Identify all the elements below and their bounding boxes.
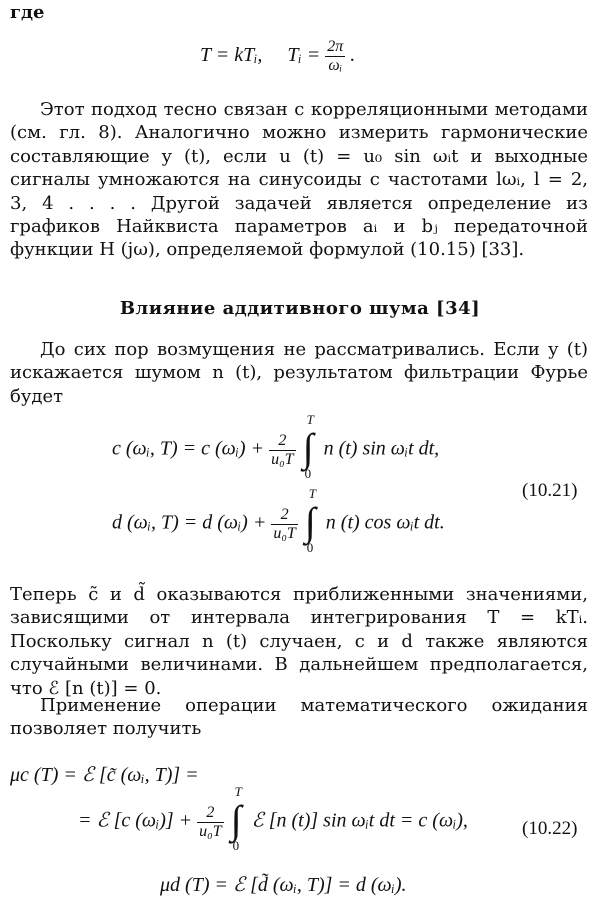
paragraph-4: Применение операции математического ожидания позволяет получить	[10, 695, 588, 740]
lead-word: где	[10, 2, 45, 23]
equation-c-lhs: c (ωᵢ, T) = c (ωᵢ) +	[112, 437, 265, 460]
equation-c-tilde	[112, 412, 440, 482]
integral-lower-limit: 0	[306, 540, 314, 555]
paragraph-3: Теперь c̃ и d̃ оказываются приближенными значениями, зависящими от интервала интегрирования T = kTᵢ. Поскольку сигнал n (t) случаен, c и d также являются случайными величинами. В дальнейшем предполагается, что ℰ [n (t)] = 0.	[10, 584, 588, 699]
integral-lower-limit: 0	[304, 466, 312, 481]
fraction-numerator: 2	[197, 804, 223, 823]
fraction-numerator: 2	[271, 506, 297, 525]
fraction-numerator: 2π	[327, 38, 344, 55]
equation-c-integrand: n (t) sin ωᵢt dt,	[323, 437, 440, 460]
equation-c-fraction	[269, 432, 295, 469]
section-heading: Влияние аддитивного шума [34]	[119, 298, 481, 319]
equation-mu-c-integrand: ℰ [n (t)] sin ωᵢt dt = c (ωᵢ),	[251, 809, 468, 832]
equation-d-integrand: n (t) cos ωᵢt dt.	[325, 511, 445, 534]
formula-Ti-fraction	[325, 38, 345, 75]
integral-upper-limit: T	[234, 784, 242, 799]
integral-lower-limit: 0	[232, 838, 240, 853]
formula-Ti-lhs: Tᵢ =	[287, 44, 321, 67]
integral-sign: T ∫ 0	[304, 486, 317, 555]
formula-Ti-end: .	[350, 44, 356, 67]
equation-mu-c-lhs: = ℰ [c (ωᵢ)] +	[78, 809, 193, 832]
equation-mu-c: μc (T) = ℰ [c̃ (ωᵢ, T)] =	[10, 764, 199, 786]
equation-mu-c-fraction	[197, 804, 223, 841]
formula-T	[200, 38, 355, 75]
fraction-denominator: ωᵢ	[328, 57, 343, 74]
fraction-denominator: u₀T	[273, 524, 296, 542]
equation-d-fraction	[271, 506, 297, 543]
equation-mu-c-expanded	[78, 784, 468, 854]
fraction-denominator: u₀T	[271, 450, 294, 468]
formula-T-lhs: T = kTᵢ,	[200, 44, 263, 67]
integral-upper-limit: T	[308, 486, 317, 501]
integral-sign: T ∫ 0	[230, 784, 242, 853]
equation-d-tilde	[112, 486, 445, 556]
fraction-numerator: 2	[269, 432, 295, 451]
integral-upper-limit: T	[306, 412, 314, 427]
fraction-denominator: u₀T	[199, 822, 222, 840]
equation-number-10-22: (10.22)	[522, 818, 578, 839]
equation-d-lhs: d (ωᵢ, T) = d (ωᵢ) +	[112, 511, 267, 534]
equation-mu-d: μd (T) = ℰ [d̃ (ωᵢ, T)] = d (ωᵢ).	[160, 874, 407, 896]
equation-number-10-21: (10.21)	[522, 480, 578, 501]
integral-sign: T ∫ 0	[302, 412, 314, 481]
paragraph-1: Этот подход тесно связан с корреляционными методами (см. гл. 8). Аналогично можно измерить гармонические составляющие y (t), если u (t) = u₀ sin ωᵢt и выходные сигналы умножаются на синусоиды с частотами lωᵢ, l = 2, 3, 4 . . . . Другой задачей является определение из графиков Найквиста параметров aᵢ и bⱼ передаточной функции H (jω), определяемой формулой (10.15) [33].	[10, 99, 588, 261]
paragraph-2: До сих пор возмущения не рассматривались. Если y (t) искажается шумом n (t), результатом фильтрации Фурье будет	[10, 339, 588, 407]
